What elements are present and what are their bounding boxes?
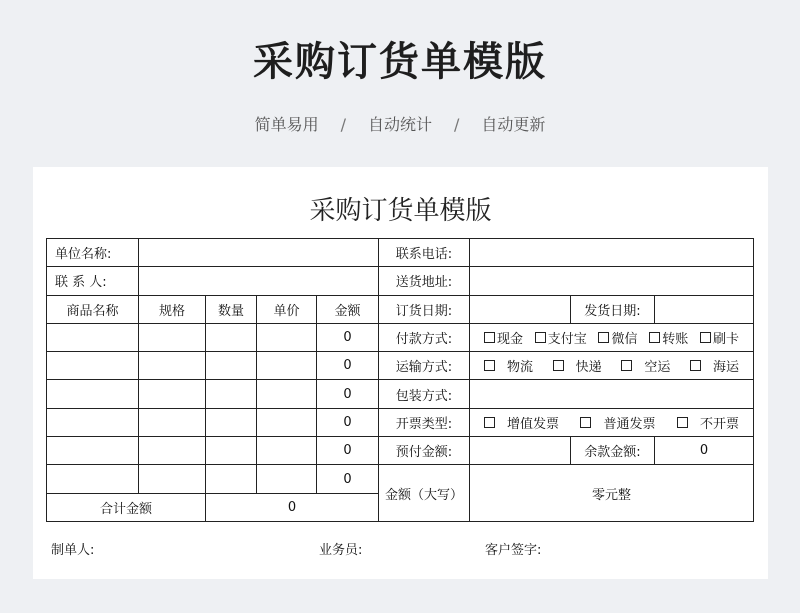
checkbox-icon[interactable] [677, 417, 688, 428]
tagline-item: 简单易用 [254, 115, 319, 134]
invoice-options [470, 408, 754, 436]
transport-option[interactable] [484, 356, 533, 375]
table-row [47, 239, 754, 267]
option-label: 支付宝 [547, 332, 587, 348]
balance-amount-value: 0 [655, 437, 754, 465]
contact-person-label: 联 系 人: [47, 267, 139, 295]
invoice-option[interactable] [484, 413, 559, 432]
tagline-item: 自动统计 [367, 115, 432, 134]
product-cell[interactable] [47, 380, 139, 408]
product-cell[interactable] [47, 408, 139, 436]
balance-amount-label: 余款金额: [571, 437, 655, 465]
payment-option[interactable] [649, 328, 688, 347]
tagline-separator: / [340, 115, 346, 134]
checkbox-icon[interactable] [484, 417, 495, 428]
spec-cell[interactable] [139, 323, 206, 351]
table-row [47, 323, 754, 351]
quantity-cell[interactable] [206, 437, 257, 465]
table-row [47, 295, 754, 323]
unit-price-cell[interactable] [257, 465, 317, 493]
option-label: 增值发票 [507, 416, 560, 432]
order-form-table [46, 238, 754, 522]
invoice-option[interactable] [677, 413, 739, 432]
table-row [47, 352, 754, 380]
customer-signature-label: 客户签字: [485, 543, 542, 558]
option-label: 普通发票 [603, 416, 656, 432]
checkbox-icon[interactable] [484, 332, 495, 343]
table-row [47, 267, 754, 295]
prepaid-amount-label: 预付金额: [379, 437, 470, 465]
unit-price-cell[interactable] [257, 352, 317, 380]
unit-price-cell[interactable] [257, 408, 317, 436]
option-label: 微信 [611, 332, 638, 348]
order-date-field[interactable] [470, 295, 571, 323]
table-row [47, 408, 754, 436]
packaging-method-label: 包装方式: [379, 380, 470, 408]
maker-label: 制单人: [51, 543, 95, 558]
tagline-separator: / [454, 115, 460, 134]
total-amount-value: 0 [206, 493, 379, 521]
page-title: 采购订货单模版 [253, 39, 547, 85]
packaging-method-field[interactable] [470, 380, 754, 408]
quantity-cell[interactable] [206, 380, 257, 408]
tagline-item: 自动更新 [481, 115, 546, 134]
form-title: 采购订货单模版 [309, 196, 492, 226]
unit-price-cell[interactable] [257, 437, 317, 465]
amount-cell: 0 [317, 352, 379, 380]
spec-cell[interactable] [139, 352, 206, 380]
amount-cell: 0 [317, 465, 379, 493]
company-name-label: 单位名称: [47, 239, 139, 267]
checkbox-icon[interactable] [553, 360, 564, 371]
quantity-cell[interactable] [206, 352, 257, 380]
payment-option[interactable] [484, 328, 523, 347]
checkbox-icon[interactable] [690, 360, 701, 371]
unit-price-cell[interactable] [257, 380, 317, 408]
transport-option[interactable] [621, 356, 670, 375]
option-label: 物流 [507, 360, 534, 376]
total-amount-label: 合计金额 [47, 493, 206, 521]
ship-date-field[interactable] [655, 295, 754, 323]
checkbox-icon[interactable] [484, 360, 495, 371]
unit-price-cell[interactable] [257, 323, 317, 351]
payment-options [470, 323, 754, 351]
spec-cell[interactable] [139, 380, 206, 408]
prepaid-amount-field[interactable] [470, 437, 571, 465]
invoice-type-label: 开票类型: [379, 408, 470, 436]
amount-cell: 0 [317, 437, 379, 465]
option-label: 转账 [662, 332, 689, 348]
amount-in-words-label: 金额（大写） [379, 465, 470, 522]
column-header-amount: 金额 [317, 295, 379, 323]
option-label: 海运 [712, 360, 739, 376]
product-cell[interactable] [47, 465, 139, 493]
checkbox-icon[interactable] [535, 332, 546, 343]
spec-cell[interactable] [139, 437, 206, 465]
payment-option[interactable] [535, 328, 587, 347]
product-cell[interactable] [47, 437, 139, 465]
amount-cell: 0 [317, 380, 379, 408]
column-header-unit-price: 单价 [257, 295, 317, 323]
table-row [47, 380, 754, 408]
payment-option[interactable] [598, 328, 637, 347]
transport-option[interactable] [690, 356, 739, 375]
option-label: 空运 [644, 360, 671, 376]
payment-method-label: 付款方式: [379, 323, 470, 351]
column-header-product: 商品名称 [47, 295, 139, 323]
amount-in-words-value: 零元整 [470, 465, 754, 522]
checkbox-icon[interactable] [580, 417, 591, 428]
payment-option[interactable] [700, 328, 739, 347]
order-form-sheet [33, 167, 768, 579]
ship-date-label: 发货日期: [571, 295, 655, 323]
option-label: 现金 [497, 332, 524, 348]
amount-cell: 0 [317, 323, 379, 351]
option-label: 刷卡 [712, 332, 739, 348]
option-label: 快递 [575, 360, 602, 376]
spec-cell[interactable] [139, 465, 206, 493]
quantity-cell[interactable] [206, 323, 257, 351]
checkbox-icon[interactable] [621, 360, 632, 371]
product-cell[interactable] [47, 323, 139, 351]
contact-person-field[interactable] [139, 267, 379, 295]
company-name-field[interactable] [139, 239, 379, 267]
phone-field[interactable] [470, 239, 754, 267]
phone-label: 联系电话: [379, 239, 470, 267]
checkbox-icon[interactable] [649, 332, 660, 343]
address-field[interactable] [470, 267, 754, 295]
amount-cell: 0 [317, 408, 379, 436]
option-label: 不开票 [699, 416, 739, 432]
address-label: 送货地址: [379, 267, 470, 295]
tagline [0, 112, 800, 135]
column-header-spec: 规格 [139, 295, 206, 323]
product-cell[interactable] [47, 352, 139, 380]
table-row [47, 437, 754, 465]
quantity-cell[interactable] [206, 408, 257, 436]
checkbox-icon[interactable] [700, 332, 711, 343]
transport-method-label: 运输方式: [379, 352, 470, 380]
salesperson-label: 业务员: [319, 543, 363, 558]
transport-option[interactable] [553, 356, 602, 375]
column-header-quantity: 数量 [206, 295, 257, 323]
table-row [47, 465, 754, 493]
transport-options [470, 352, 754, 380]
checkbox-icon[interactable] [598, 332, 609, 343]
spec-cell[interactable] [139, 408, 206, 436]
order-date-label: 订货日期: [379, 295, 470, 323]
invoice-option[interactable] [580, 413, 655, 432]
quantity-cell[interactable] [206, 465, 257, 493]
